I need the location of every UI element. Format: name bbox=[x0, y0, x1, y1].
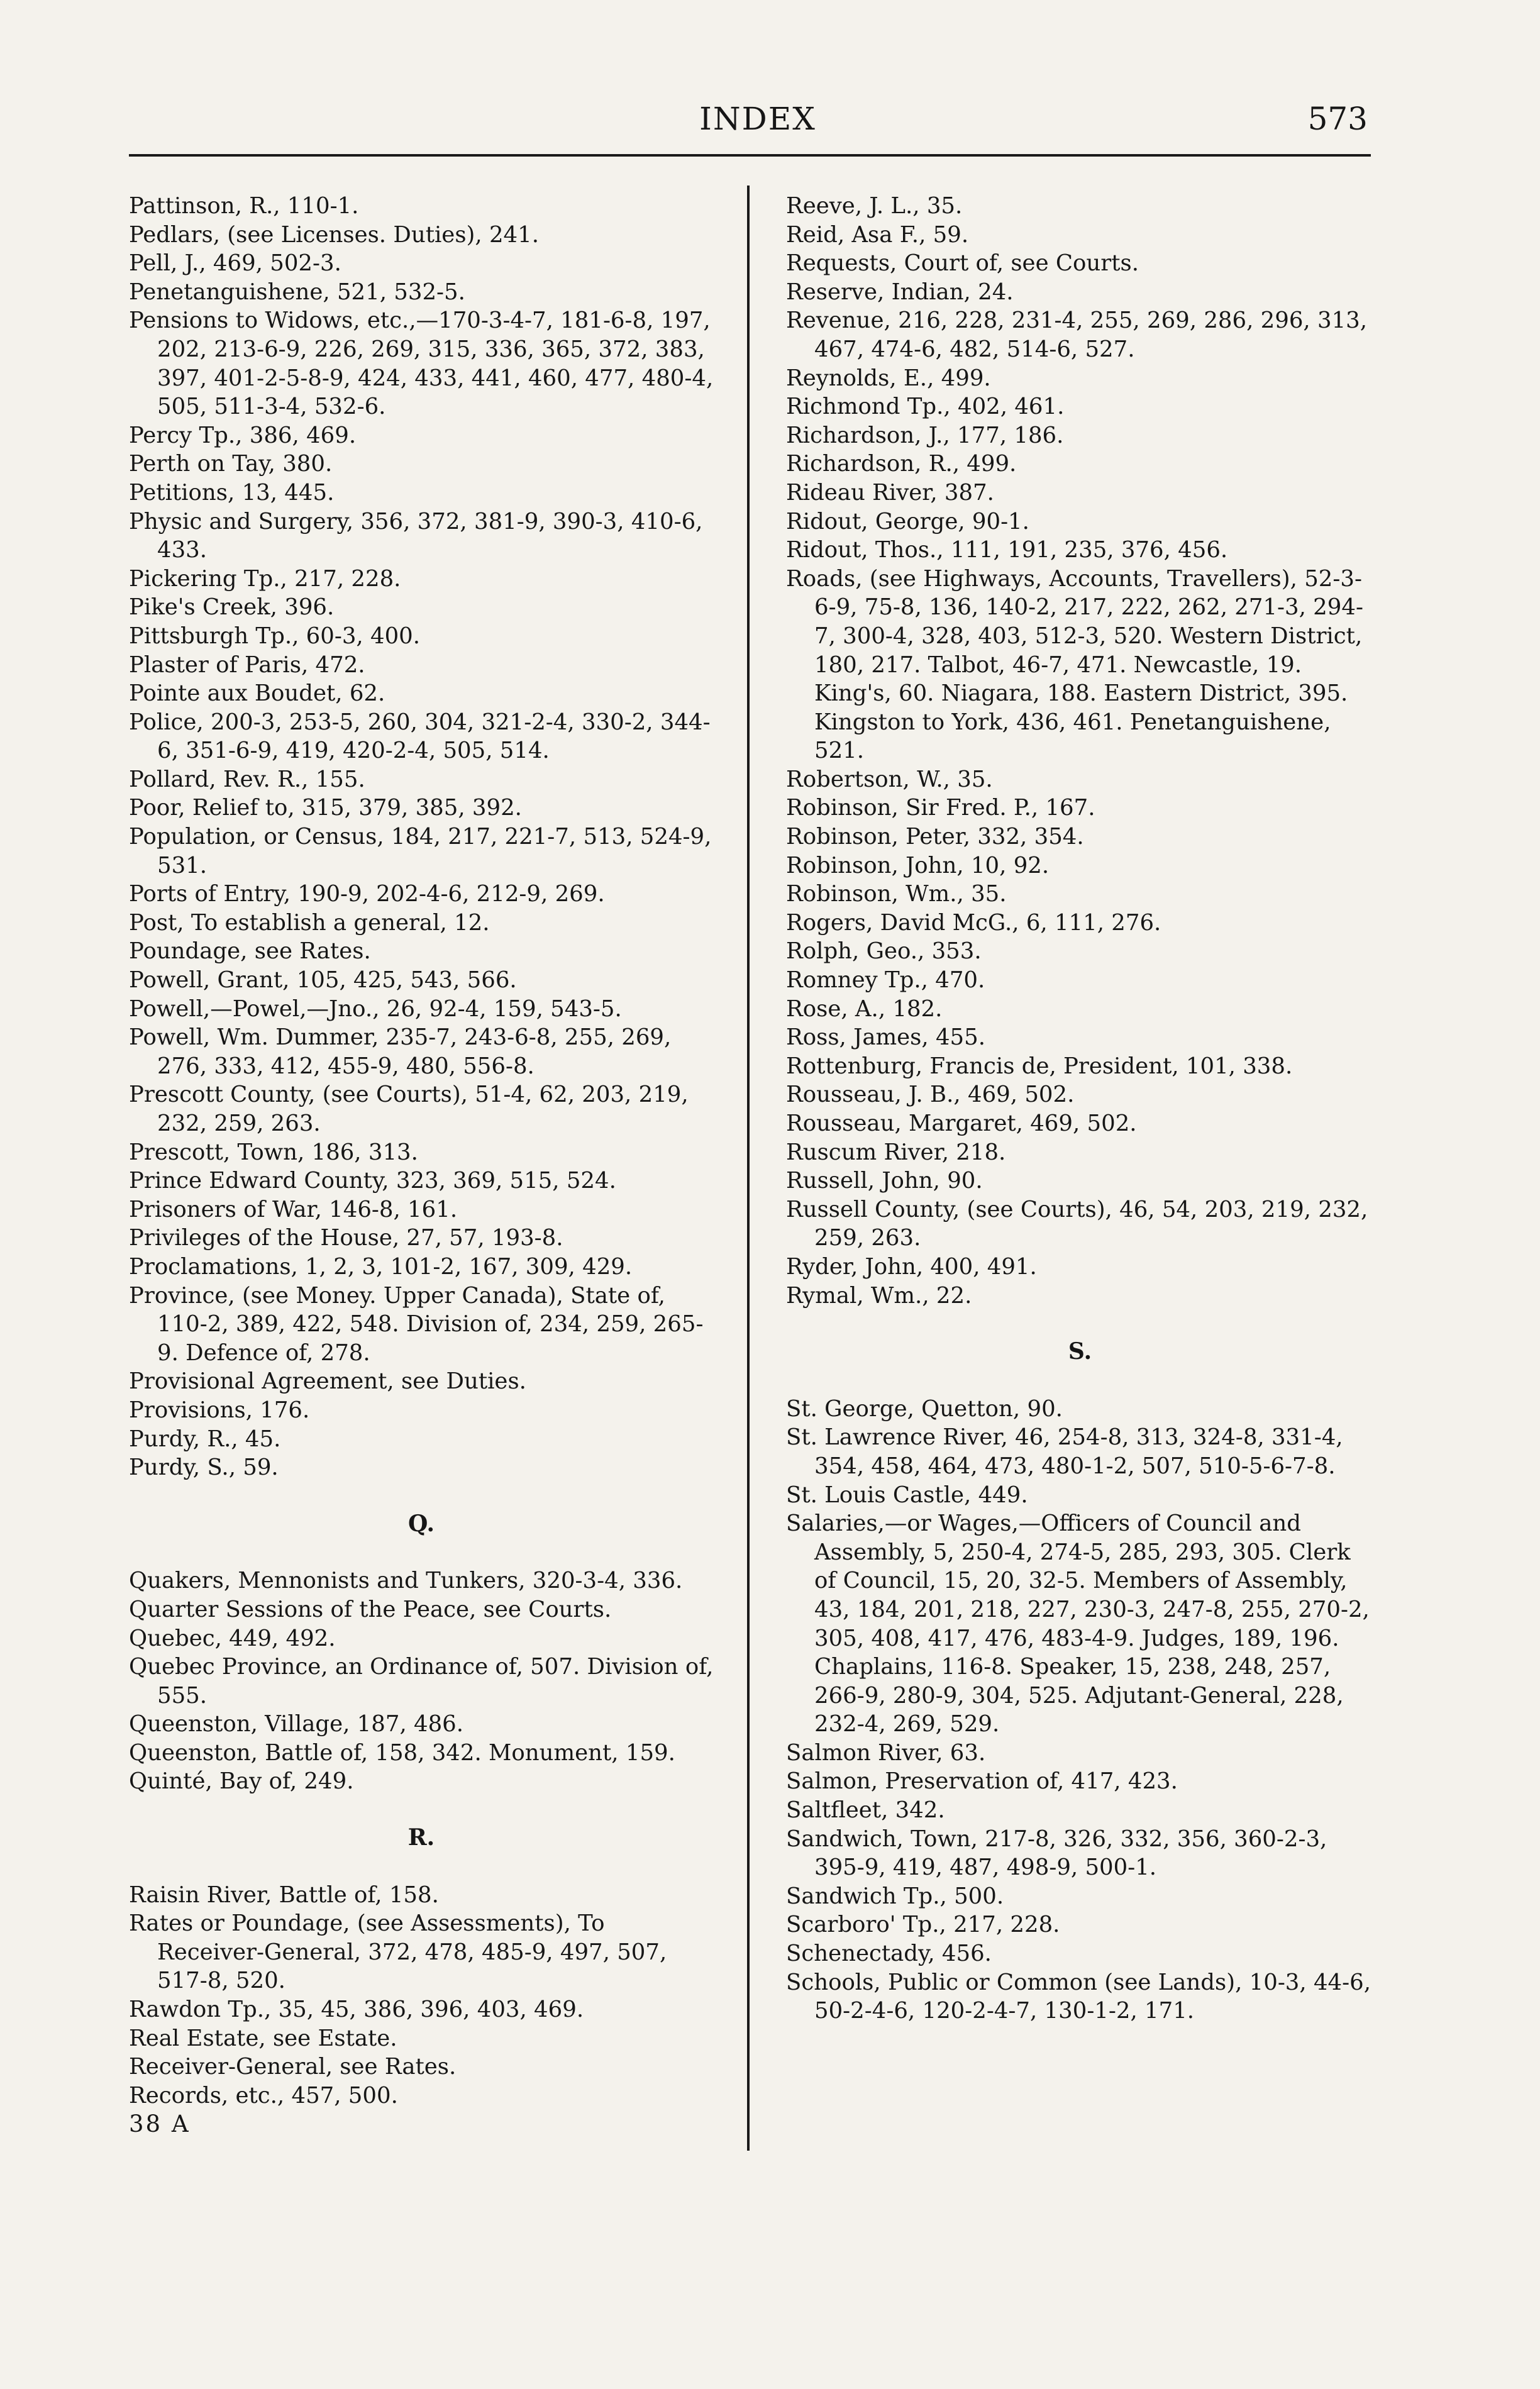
index-entry: Prisoners of War, 146-8, 161. bbox=[129, 1196, 458, 1222]
left-column bbox=[129, 192, 714, 2139]
index-entry: Reeve, J. L., 35. bbox=[786, 193, 963, 219]
index-entry: Salaries,—or Wages,—Officers of Council and Assembly, 5, 250-4, 274-5, 285, 293, 305. Clerk of Council, 15, 20, 32-5. Members of Assembly, 43, 184, 201, 218, 227, 230-3, 247-8, 255, 270-2, 305, 408, 417, 476, 483-4-9. Judges, 189, 196. Chaplains, 116-8. Speaker, 15, 238, 248, 257, 266-9, 280-9, 304, 525. Adjutant-General, 228, 232-4, 269, 529. bbox=[786, 1510, 1370, 1738]
index-entry: Ryder, John, 400, 491. bbox=[786, 1253, 1037, 1280]
index-entry: Rates or Poundage, (see Assessments), To Receiver-General, 372, 478, 485-9, 497, 507, 517-8, 520. bbox=[129, 1910, 667, 1994]
index-entry: Powell,—Powel,—Jno., 26, 92-4, 159, 543-5. bbox=[129, 995, 622, 1022]
index-entry: Pedlars, (see Licenses. Duties), 241. bbox=[129, 221, 540, 248]
index-entry: Russell, John, 90. bbox=[786, 1168, 983, 1194]
index-entry: Pointe aux Boudet, 62. bbox=[129, 680, 385, 707]
index-entry: Ross, James, 455. bbox=[786, 1024, 986, 1051]
index-entry: Pike's Creek, 396. bbox=[129, 594, 335, 621]
index-entry: Sandwich, Town, 217-8, 326, 332, 356, 360-2-3, 395-9, 419, 487, 498-9, 500-1. bbox=[786, 1826, 1327, 1881]
index-entry: Pickering Tp., 217, 228. bbox=[129, 565, 401, 592]
index-entry: Salmon, Preservation of, 417, 423. bbox=[786, 1768, 1178, 1795]
index-entry: Pollard, Rev. R., 155. bbox=[129, 766, 365, 792]
signature-mark: 38 A bbox=[129, 2110, 191, 2138]
index-entry: Police, 200-3, 253-5, 260, 304, 321-2-4, 330-2, 344-6, 351-6-9, 419, 420-2-4, 505, 514. bbox=[129, 709, 711, 764]
index-entry: Rogers, David McG., 6, 111, 276. bbox=[786, 909, 1161, 936]
index-entry: Rottenburg, Francis de, President, 101, 338. bbox=[786, 1053, 1293, 1079]
entries-s bbox=[786, 1395, 1374, 2026]
index-entry: Raisin River, Battle of, 158. bbox=[129, 1882, 439, 1908]
running-title: INDEX bbox=[699, 101, 816, 137]
index-entry: Robertson, W., 35. bbox=[786, 766, 993, 792]
header-rule bbox=[129, 154, 1371, 157]
index-entry: Quarter Sessions of the Peace, see Courts. bbox=[129, 1596, 612, 1622]
index-entry: St. Lawrence River, 46, 254-8, 313, 324-8, 331-4, 354, 458, 464, 473, 480-1-2, 507, 510-5-6-7-8. bbox=[786, 1424, 1343, 1479]
entries-p bbox=[129, 192, 714, 1482]
index-entry: Revenue, 216, 228, 231-4, 255, 269, 286, 296, 313, 467, 474-6, 482, 514-6, 527. bbox=[786, 308, 1368, 362]
index-entry: Reid, Asa F., 59. bbox=[786, 221, 969, 248]
index-entry: Salmon River, 63. bbox=[786, 1739, 986, 1766]
index-entry: Queenston, Village, 187, 486. bbox=[129, 1711, 464, 1738]
index-entry: Romney Tp., 470. bbox=[786, 967, 985, 994]
index-entry: Petitions, 13, 445. bbox=[129, 479, 335, 506]
index-entry: Rawdon Tp., 35, 45, 386, 396, 403, 469. bbox=[129, 1997, 584, 2023]
index-entry: Pell, J., 469, 502-3. bbox=[129, 250, 341, 277]
index-entry: Quakers, Mennonists and Tunkers, 320-3-4, 336. bbox=[129, 1568, 683, 1594]
column-divider bbox=[747, 186, 750, 2151]
index-entry: Quebec, 449, 492. bbox=[129, 1625, 336, 1651]
index-entry: Penetanguishene, 521, 532-5. bbox=[129, 279, 465, 305]
entries-r-right bbox=[786, 192, 1374, 1310]
index-entry: Schools, Public or Common (see Lands), 10-3, 44-6, 50-2-4-6, 120-2-4-7, 130-1-2, 171. bbox=[786, 1969, 1371, 2024]
index-entry: Purdy, S., 59. bbox=[129, 1455, 279, 1481]
index-entry: Rymal, Wm., 22. bbox=[786, 1282, 972, 1309]
index-entry: Percy Tp., 386, 469. bbox=[129, 422, 357, 448]
right-column bbox=[786, 192, 1374, 2026]
index-entry: Prince Edward County, 323, 369, 515, 524. bbox=[129, 1168, 616, 1194]
index-entry: Russell County, (see Courts), 46, 54, 203, 219, 232, 259, 263. bbox=[786, 1196, 1368, 1251]
index-entry: Poor, Relief to, 315, 379, 385, 392. bbox=[129, 795, 522, 821]
index-entry: Sandwich Tp., 500. bbox=[786, 1883, 1004, 1909]
index-entry: Queenston, Battle of, 158, 342. Monument, 159. bbox=[129, 1739, 675, 1766]
index-entry: Real Estate, see Estate. bbox=[129, 2025, 397, 2051]
index-entry: Provisions, 176. bbox=[129, 1397, 310, 1423]
index-entry: Prescott, Town, 186, 313. bbox=[129, 1139, 418, 1165]
index-entry: Quinté, Bay of, 249. bbox=[129, 1768, 354, 1795]
index-entry: Robinson, John, 10, 92. bbox=[786, 852, 1050, 879]
section-heading-s: S. bbox=[1068, 1338, 1092, 1365]
index-entry: Robinson, Peter, 332, 354. bbox=[786, 824, 1084, 850]
index-entry: Poundage, see Rates. bbox=[129, 938, 371, 965]
index-entry: Requests, Court of, see Courts. bbox=[786, 250, 1139, 277]
entries-r-left bbox=[129, 1881, 714, 2110]
index-entry: Richmond Tp., 402, 461. bbox=[786, 394, 1065, 420]
index-entry: Proclamations, 1, 2, 3, 101-2, 167, 309, 429. bbox=[129, 1253, 633, 1280]
index-entry: Rolph, Geo., 353. bbox=[786, 938, 982, 965]
index-entry: Records, etc., 457, 500. bbox=[129, 2082, 398, 2109]
index-entry: Robinson, Sir Fred. P., 167. bbox=[786, 795, 1095, 821]
index-entry: Scarboro' Tp., 217, 228. bbox=[786, 1912, 1060, 1938]
index-entry: Provisional Agreement, see Duties. bbox=[129, 1368, 526, 1395]
index-entry: Rousseau, J. B., 469, 502. bbox=[786, 1082, 1075, 1108]
index-entry: Powell, Grant, 105, 425, 543, 566. bbox=[129, 967, 517, 994]
page-number: 573 bbox=[1307, 101, 1368, 137]
index-entry: Ridout, Thos., 111, 191, 235, 376, 456. bbox=[786, 537, 1228, 563]
index-entry: Pittsburgh Tp., 60-3, 400. bbox=[129, 623, 421, 649]
index-entry: Rideau River, 387. bbox=[786, 479, 994, 506]
index-entry: Rose, A., 182. bbox=[786, 995, 943, 1022]
index-entry: Ports of Entry, 190-9, 202-4-6, 212-9, 269. bbox=[129, 881, 605, 907]
index-entry: Reynolds, E., 499. bbox=[786, 365, 991, 391]
index-entry: Physic and Surgery, 356, 372, 381-9, 390-3, 410-6, 433. bbox=[129, 508, 703, 563]
index-entry: St. Louis Castle, 449. bbox=[786, 1482, 1028, 1508]
index-entry: Plaster of Paris, 472. bbox=[129, 651, 365, 678]
index-entry: Ridout, George, 90-1. bbox=[786, 508, 1029, 535]
index-entry: Purdy, R., 45. bbox=[129, 1426, 281, 1452]
index-entry: Rousseau, Margaret, 469, 502. bbox=[786, 1111, 1137, 1136]
index-entry: Powell, Wm. Dummer, 235-7, 243-6-8, 255, 269, 276, 333, 412, 455-9, 480, 556-8. bbox=[129, 1024, 672, 1079]
section-heading-q: Q. bbox=[407, 1510, 435, 1537]
index-entry: Reserve, Indian, 24. bbox=[786, 279, 1014, 305]
index-entry: Roads, (see Highways, Accounts, Travellers), 52-3-6-9, 75-8, 136, 140-2, 217, 222, 262, 271-3, 294-7, 300-4, 328, 403, 512-3, 520. Western District, 180, 217. Talbot, 46-7, 471. Newcastle, 19. King's, 60. Niagara, 188. Eastern District, 395. Kingston to York, 436, 461. Penetanguishene, 521. bbox=[786, 565, 1363, 764]
index-entry: Pensions to Widows, etc.,—170-3-4-7, 181-6-8, 197, 202, 213-6-9, 226, 269, 315, 336, 365, 372, 383, 397, 401-2-5-8-9, 424, 433, 441, 460, 477, 480-4, 505, 511-3-4, 532-6. bbox=[129, 308, 714, 420]
index-entry: Robinson, Wm., 35. bbox=[786, 881, 1007, 907]
index-entry: Prescott County, (see Courts), 51-4, 62, 203, 219, 232, 259, 263. bbox=[129, 1082, 689, 1136]
index-entry: Saltfleet, 342. bbox=[786, 1797, 945, 1824]
index-entry: Privileges of the House, 27, 57, 193-8. bbox=[129, 1225, 563, 1251]
index-entry: Post, To establish a general, 12. bbox=[129, 909, 490, 936]
page-header bbox=[129, 101, 1387, 151]
index-entry: Schenectady, 456. bbox=[786, 1941, 992, 1967]
index-entry: Province, (see Money. Upper Canada), State of, 110-2, 389, 422, 548. Division of, 234, 259, 265-9. Defence of, 278. bbox=[129, 1282, 704, 1366]
index-entry: St. George, Quetton, 90. bbox=[786, 1395, 1063, 1422]
index-entry: Ruscum River, 218. bbox=[786, 1139, 1006, 1165]
index-entry: Pattinson, R., 110-1. bbox=[129, 193, 359, 219]
index-entry: Perth on Tay, 380. bbox=[129, 451, 333, 477]
index-entry: Richardson, R., 499. bbox=[786, 451, 1017, 477]
index-entry: Receiver-General, see Rates. bbox=[129, 2054, 457, 2080]
section-heading-r: R. bbox=[407, 1824, 435, 1851]
entries-q bbox=[129, 1566, 714, 1796]
index-entry: Population, or Census, 184, 217, 221-7, 513, 524-9, 531. bbox=[129, 824, 712, 879]
index-entry: Richardson, J., 177, 186. bbox=[786, 422, 1064, 448]
index-entry: Quebec Province, an Ordinance of, 507. Division of, 555. bbox=[129, 1654, 714, 1709]
